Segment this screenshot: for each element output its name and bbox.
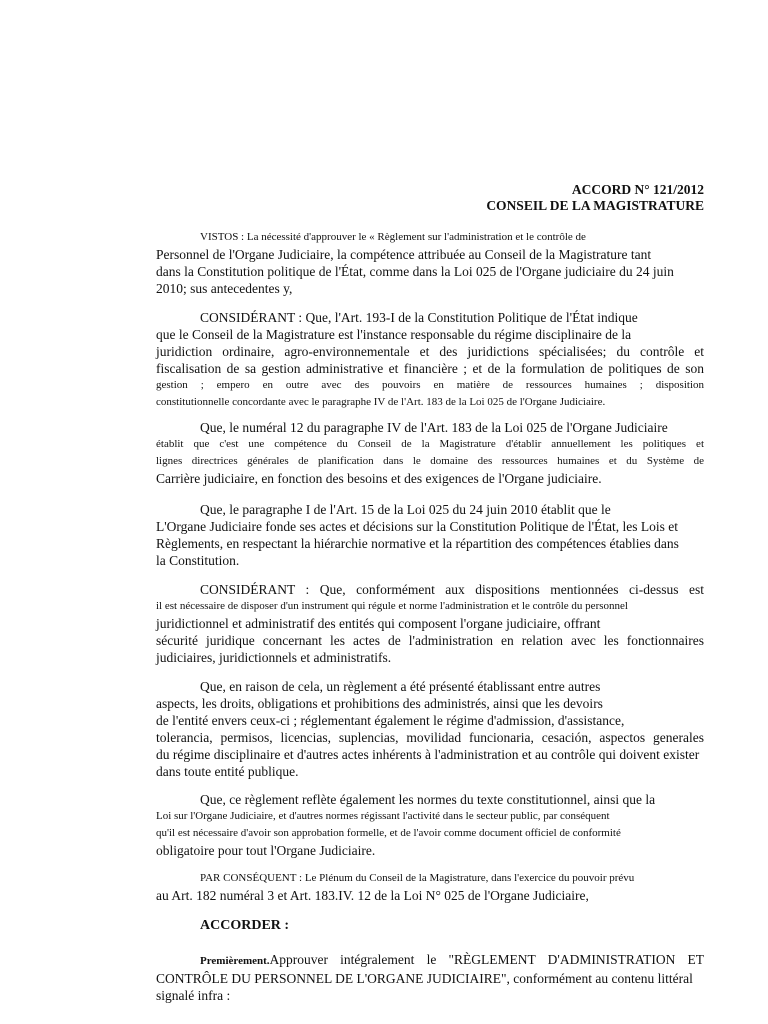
text-line: de l'entité envers ceux-ci ; réglementant également le régime d'admission, d'assistance, bbox=[156, 713, 625, 728]
text-line: Que, en raison de cela, un règlement a été présenté établissant entre autres bbox=[200, 679, 601, 694]
accorder-heading: ACCORDER : bbox=[200, 918, 290, 933]
premierement-label: Premièrement. bbox=[200, 955, 270, 967]
text-line: la Constitution. bbox=[156, 553, 240, 568]
text-line: dans toute entité publique. bbox=[156, 764, 299, 779]
text-line: dans la Constitution politique de l'État, comme dans la Loi 025 de l'Organe judiciaire du 24 juin bbox=[156, 264, 674, 279]
text-line: que le Conseil de la Magistrature est l'instance responsable du régime disciplinaire de la bbox=[156, 327, 632, 342]
text-line: au Art. 182 numéral 3 et Art. 183.IV. 12 de la Loi N° 025 de l'Organe Judiciaire, bbox=[156, 888, 589, 903]
text-line: obligatoire pour tout l'Organe Judiciaire. bbox=[156, 843, 376, 858]
paragraph-vistos bbox=[156, 229, 704, 297]
text-line: qu'il est nécessaire d'avoir son approbation formelle, et de l'avoir comme document officiel de conformité bbox=[156, 827, 621, 839]
text-line: CONSIDÉRANT : Que, conformément aux dispositions mentionnées ci-dessus est bbox=[200, 582, 704, 597]
text-line: établit que c'est une compétence du Conseil de la Magistrature d'établir annuellement les politiques et bbox=[156, 438, 704, 450]
paragraph-numeral-12 bbox=[156, 419, 704, 487]
paragraph-considerant-1 bbox=[156, 309, 704, 411]
text-line: judiciaires, juridictionnels et administratifs. bbox=[156, 650, 392, 665]
text-line: Carrière judiciaire, en fonction des besoins et des exigences de l'Organe judiciaire. bbox=[156, 471, 602, 486]
text-line: aspects, les droits, obligations et prohibitions des administrés, ainsi que les devoirs bbox=[156, 696, 603, 711]
text-line: CONSIDÉRANT : Que, l'Art. 193-I de la Constitution Politique de l'État indique bbox=[200, 310, 638, 325]
text-line: Règlements, en respectant la hiérarchie normative et la répartition des compétences établies dans bbox=[156, 536, 679, 551]
text-line: CONTRÔLE DU PERSONNEL DE L'ORGANE JUDICIAIRE", conformément au contenu littéral bbox=[156, 971, 693, 986]
paragraph-par-consequent bbox=[156, 870, 716, 904]
text-line: L'Organe Judiciaire fonde ses actes et décisions sur la Constitution Politique de l'État, les Lois et bbox=[156, 519, 679, 534]
text-line: 2010; sus antecedentes y, bbox=[156, 281, 293, 296]
paragraph-art-15 bbox=[156, 501, 704, 569]
text-line: juridictionnel et administratif des entités qui composent l'organe judiciaire, offrant bbox=[156, 616, 601, 631]
accord-number-title: ACCORD N° 121/2012 bbox=[571, 182, 704, 197]
text-line: Personnel de l'Organe Judiciaire, la compétence attribuée au Conseil de la Magistrature tant bbox=[156, 247, 652, 262]
paragraph-premierement bbox=[156, 951, 704, 1004]
text-line: tolerancia, permisos, licencias, suplencias, movilidad funcionaria, cesación, aspectos generales bbox=[156, 730, 704, 745]
text-line: Que, le numéral 12 du paragraphe IV de l'Art. 183 de la Loi 025 de l'Organe Judiciaire bbox=[200, 420, 668, 435]
paragraph-considerant-2 bbox=[156, 581, 704, 666]
text-line: signalé infra : bbox=[156, 988, 231, 1003]
text-line bbox=[156, 951, 704, 970]
text-line: sécurité juridique concernant les actes de l'administration en relation avec les fonctionnaires bbox=[156, 633, 704, 648]
text-line: VISTOS : La nécessité d'approuver le « Règlement sur l'administration et le contrôle de bbox=[200, 231, 586, 243]
text-line: PAR CONSÉQUENT : Le Plénum du Conseil de la Magistrature, dans l'exercice du pouvoir prévu bbox=[200, 872, 635, 884]
text-line: juridiction ordinaire, agro-environnementale et des juridictions spécialisées; du contrôle et bbox=[156, 344, 704, 359]
paragraph-reglement-reflete bbox=[156, 791, 704, 859]
premierement-text: Approuver intégralement le "RÈGLEMENT D'ADMINISTRATION ET bbox=[269, 952, 704, 967]
paragraph-reglement-presente bbox=[156, 678, 704, 780]
text-line: Que, ce règlement reflète également les normes du texte constitutionnel, ainsi que la bbox=[200, 792, 656, 807]
text-line: fiscalisation de sa gestion administrative et financière ; et de la formulation de politiques de son bbox=[156, 361, 704, 376]
text-line: lignes directrices générales de planification dans le domaine des ressources humaines et du Système de bbox=[156, 455, 704, 467]
council-title: CONSEIL DE LA MAGISTRATURE bbox=[486, 198, 704, 213]
text-line: Que, le paragraphe I de l'Art. 15 de la Loi 025 du 24 juin 2010 établit que le bbox=[200, 502, 611, 517]
text-line: du régime disciplinaire et d'autres actes inhérents à l'administration et au contrôle qui doivent exister bbox=[156, 747, 700, 762]
text-line: constitutionnelle concordante avec le paragraphe IV de l'Art. 183 de la Loi 025 de l'Organe Judiciaire. bbox=[156, 396, 606, 408]
text-line: il est nécessaire de disposer d'un instrument qui régule et norme l'administration et le contrôle du personnel bbox=[156, 600, 628, 612]
text-line: Loi sur l'Organe Judiciaire, et d'autres normes régissant l'activité dans le secteur public, par conséquent bbox=[156, 810, 610, 822]
text-line: gestion ; empero en outre avec des pouvoirs en matière de ressources humaines ; disposition bbox=[156, 379, 704, 391]
